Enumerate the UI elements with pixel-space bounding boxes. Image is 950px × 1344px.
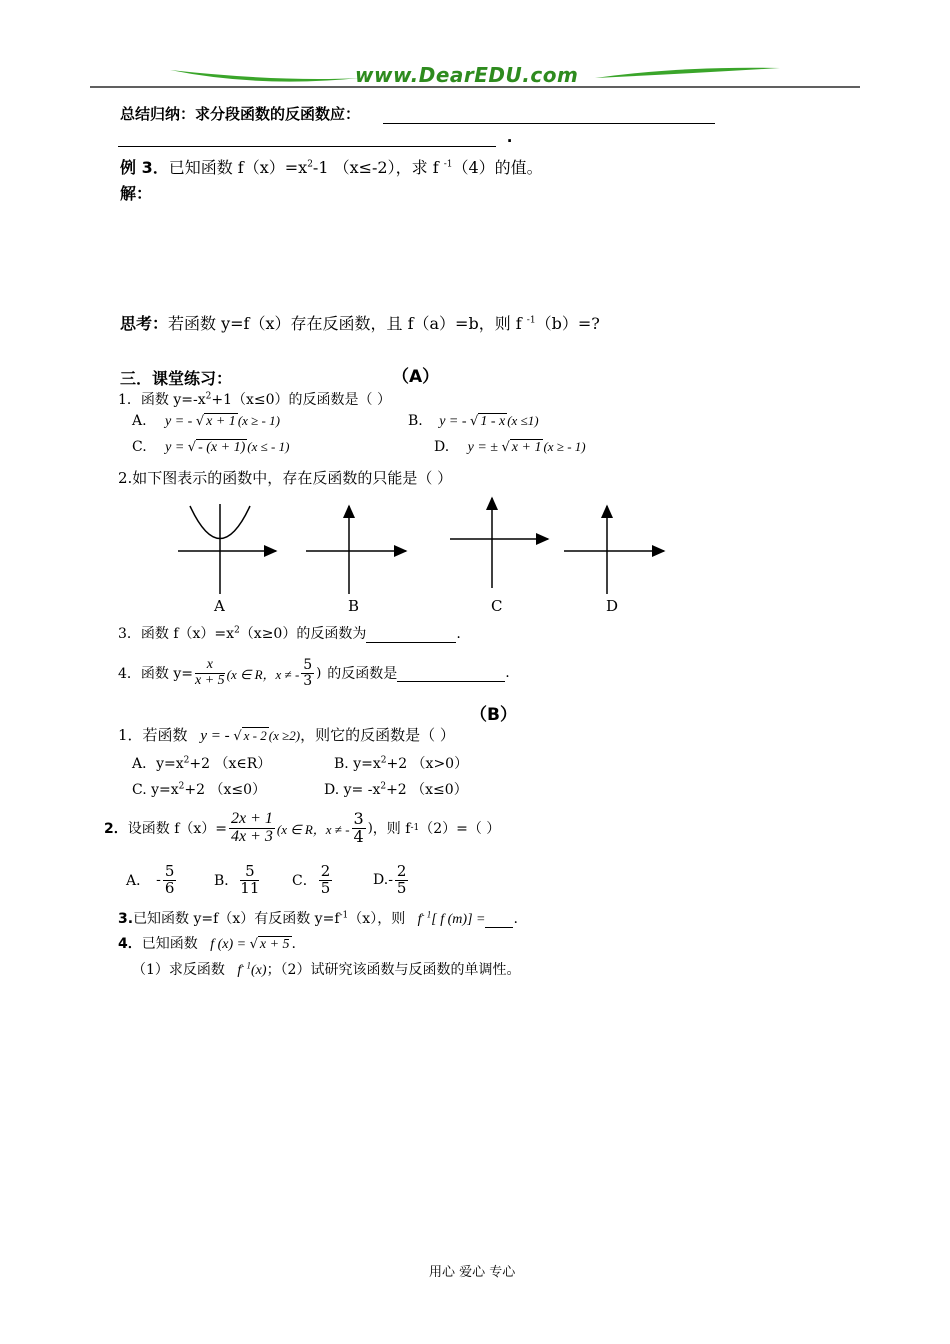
a4-blank[interactable] [397, 665, 505, 682]
header-swoosh-left [170, 70, 360, 82]
a4-question: 4．函数 y= $\frac{x}{x + 5}$ (x ∈ R，x ≠ - $\frac{5}{3}$ ) 的反函数是 . [118, 656, 510, 689]
section-3-title: 三．课堂练习： [120, 369, 233, 388]
b1-option-d[interactable]: D. $y= -x^2+2$ （x≤0） [324, 781, 468, 798]
graph-label-b: B [348, 597, 360, 615]
a2-graphs [170, 496, 680, 596]
graph-label-c: C [491, 597, 503, 615]
a3-blank[interactable] [366, 626, 456, 643]
summary-line: 总结归纳：求分段函数的反函数应： [120, 103, 715, 124]
b2-option-a[interactable]: A． - $\frac{5}{6}$ [126, 861, 175, 897]
a1-option-b[interactable]: B. y = - √ 1 - x (x ≤1) [408, 413, 539, 429]
graph-label-a: A [214, 597, 225, 615]
a2-question: 2.如下图表示的函数中，存在反函数的只能是（ ） [118, 469, 453, 487]
think-question: 思考：若函数 y=f（x）存在反函数，且 f（a）=b，则 f $^{-1}$（b）=? [120, 314, 600, 333]
b2-option-b[interactable]: B． $\frac{5}{11}$ [214, 861, 260, 897]
summary-blank-1[interactable] [383, 105, 715, 124]
b1-option-a[interactable]: A．$y=x^2+2$ （x∈R） [132, 755, 272, 772]
b1-option-b[interactable]: B. $y=x^2+2$ （x>0） [334, 755, 469, 772]
b2-option-d[interactable]: D. - $\frac{2}{5}$ [373, 861, 407, 897]
b1-option-c[interactable]: C. $y=x^2+2$ （x≤0） [132, 781, 267, 798]
summary-blank-2[interactable] [118, 128, 496, 147]
b2-option-c[interactable]: C． $\frac{2}{5}$ [292, 861, 331, 897]
graph-b [306, 506, 406, 594]
a1-question: 1．函数 $y=-x^2+1(x\le 0)$的反函数是（ ） [118, 391, 391, 408]
b2-question: 2． 设函数 f（x）= $\frac{2x + 1}{4x + 3}$ (x ∈ R，x ≠ - $\frac{3}{4}$ ) ，则 f -1 （2）=（ ） [104, 808, 501, 846]
b3-question: 3.已知函数 y=f（x）有反函数 $y=f^{-1}(x)$，则 $f^{- 1}$[ f (m)] = . [118, 909, 518, 927]
part-b-label: （B） [470, 705, 517, 725]
a1-option-d[interactable]: D. y = ± √ x + 1 (x ≥ - 1) [434, 439, 586, 455]
page-footer: 用心 爱心 专心 [429, 1265, 516, 1280]
header-logo: www.DearEDU.com [355, 63, 579, 87]
a1-option-a[interactable]: A. y = - √ x + 1 (x ≥ - 1) [132, 413, 280, 429]
graph-d [564, 506, 664, 594]
graph-a [178, 504, 276, 594]
a1-option-c[interactable]: C. y = √ - (x + 1) (x ≤ - 1) [132, 439, 290, 455]
b4-question: 4．已知函数 f (x) = √ x + 5 . [118, 936, 296, 952]
example-3: 例 3．已知函数 $f(x)=x^2-1$ （x≤-2），求 f $^{-1}$（4）的值。 [120, 158, 543, 177]
example-3-solution-label: 解： [120, 184, 153, 203]
graph-c [450, 498, 548, 588]
a3-question: 3．函数 $f(x)=x^2(x\ge 0)$的反函数为 . [118, 625, 461, 642]
b1-question: 1．若函数 y = - √ x - 2 (x ≥2)，则它的反函数是（ ） [118, 726, 455, 744]
b3-blank[interactable] [485, 911, 513, 928]
part-a-label: （A） [392, 367, 440, 387]
summary-line-2: . [118, 128, 512, 147]
header-swoosh-right [595, 68, 780, 78]
b4-subquestion: （1）求反函数 $f^{- 1}(x)$；（2）试研究该函数与反函数的单调性。 [132, 960, 521, 978]
graph-label-d: D [606, 597, 619, 615]
